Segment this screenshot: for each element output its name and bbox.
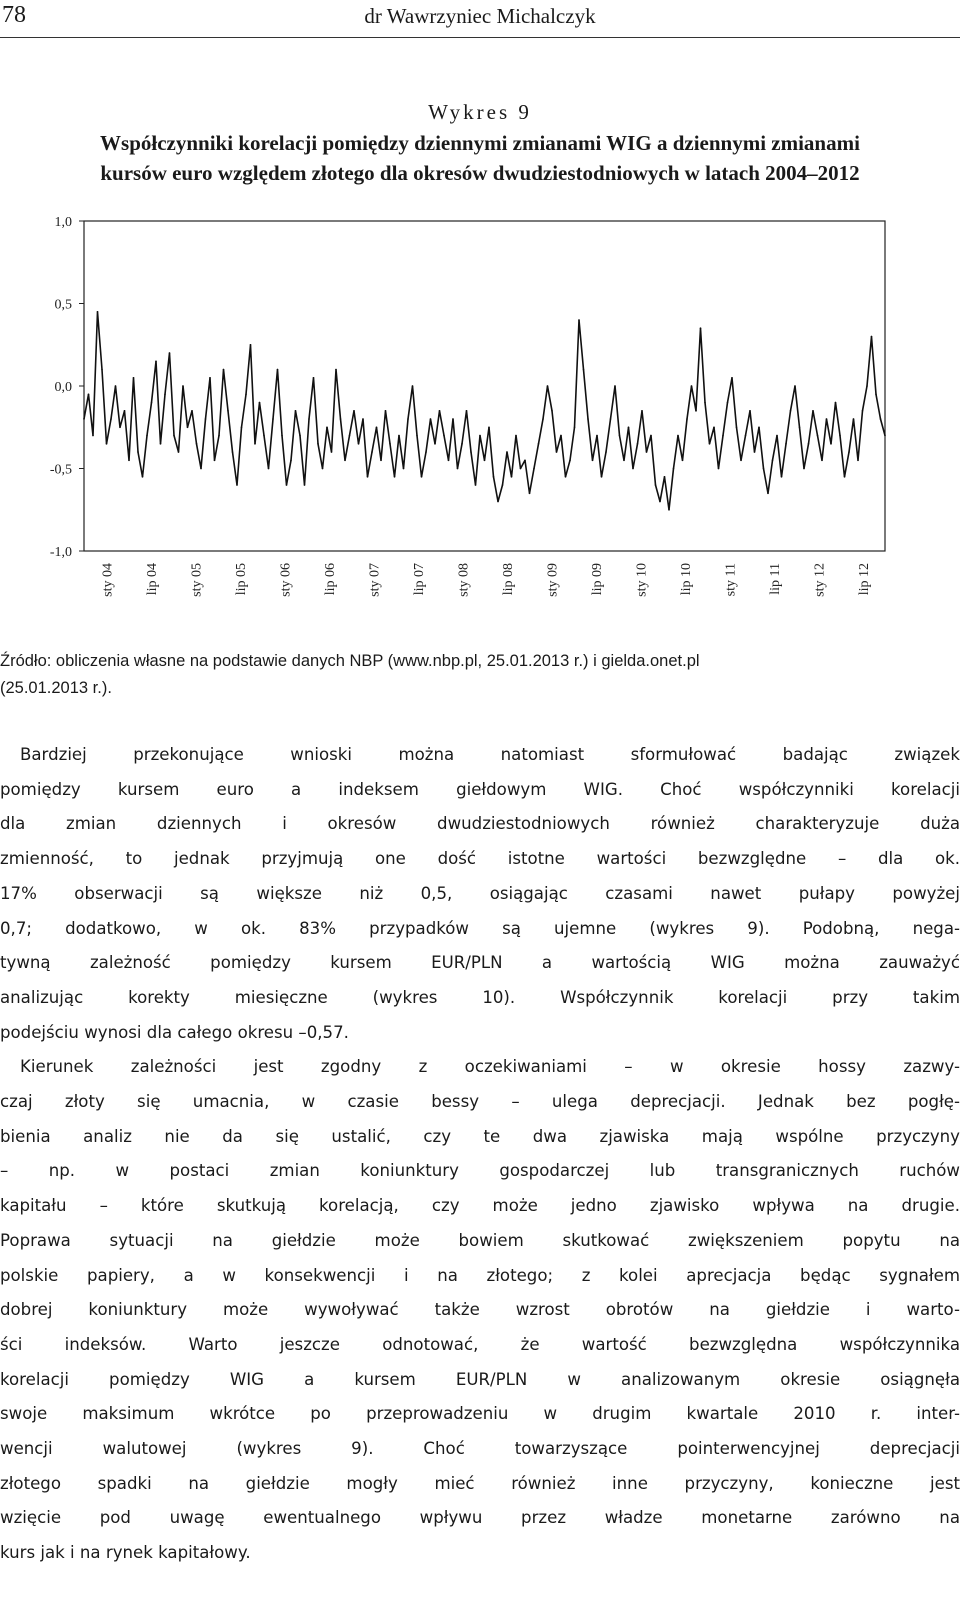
data-point [668,509,670,511]
x-tick-label: lip 12 [856,563,872,596]
data-point [826,418,828,420]
data-point [799,427,801,429]
data-point [317,443,319,445]
data-point [97,311,99,313]
body-line: Bardziej przekonujące wnioski można natomiast sformułować badając związek [20,745,960,764]
data-point [862,410,864,412]
data-point [623,460,625,462]
data-point [214,460,216,462]
data-point [506,451,508,453]
data-point [497,501,499,503]
running-head: dr Wawrzyniec Michalczyk [364,4,596,28]
body-line: Kierunek zależności jest zgodny z oczekiwaniami – w okresie hossy zazwy- [20,1057,960,1077]
data-point [407,418,409,420]
data-point [452,418,454,420]
body-line: pomiędzy kursem euro a indeksem giełdowym WIG. Choć współczynniki korelacji [0,779,960,799]
data-point [515,435,517,437]
data-point [857,460,859,462]
data-point [659,501,661,503]
data-point [880,418,882,420]
data-point [376,427,378,429]
data-point [344,460,346,462]
data-point [394,476,396,478]
data-point [844,476,846,478]
body-line: bienia analiz nie da się ustalić, czy te dwa zjawiska mają wspólne przyczyny [0,1126,960,1146]
body-line: podejściu wynosi dla całego okresu –0,57. [0,1022,349,1042]
data-point [794,385,796,387]
x-tick-label: sty 10 [634,563,650,597]
data-point [448,460,450,462]
data-point [646,451,648,453]
data-point [601,476,603,478]
data-point [380,460,382,462]
data-point [304,484,306,486]
data-point [268,468,270,470]
x-tick-label: sty 08 [456,563,472,597]
data-point [434,443,436,445]
data-point [479,435,481,437]
data-point [250,344,252,346]
data-point [200,468,202,470]
data-point [749,410,751,412]
data-point [443,435,445,437]
data-point [695,410,697,412]
y-axis [50,215,84,560]
x-tick-label: sty 09 [545,563,561,597]
body-line: analizując korekty miesięczne (wykres 10). Współczynnik korelacji przy takim [0,987,960,1007]
data-point [610,418,612,420]
body-line: czaj złoty się umacnia, w czasie bessy – ulega deprecjacji. Jednak bez pogłę- [0,1092,960,1112]
data-point [281,435,283,437]
page-header [0,0,960,42]
data-point [155,361,157,363]
data-point [551,410,553,412]
data-point [641,410,643,412]
data-point [137,451,139,453]
data-point [830,443,832,445]
data-point [619,435,621,437]
data-point [146,435,148,437]
data-point [331,451,333,453]
data-point [349,435,351,437]
data-point [299,435,301,437]
x-tick-label: lip 11 [767,563,783,595]
body-line: kurs jak i na rynek kapitałowy. [0,1543,251,1563]
data-point [322,468,324,470]
x-tick-label: lip 04 [144,563,160,596]
data-point [493,476,495,478]
data-point [362,418,364,420]
body-line: dobrej koniunktury może wywoływać także wzrost obrotów na giełdzie i warto- [0,1300,960,1320]
data-point [488,427,490,429]
data-point [340,418,342,420]
data-point [353,410,355,412]
data-point [655,484,657,486]
data-point [241,427,243,429]
data-point [817,435,819,437]
data-point [547,385,549,387]
body-line: polskie papiery, a w konsekwencji i na złotego; z kolei aprecjacja będąc sygnałem [0,1265,960,1285]
x-tick-label: sty 11 [723,563,739,597]
figure-caption [28,128,932,188]
data-point [569,460,571,462]
data-point [119,427,121,429]
data-point [326,427,328,429]
y-tick-label: 0,5 [54,297,72,313]
data-point [848,451,850,453]
body-line: 0,7; dodatkowo, w ok. 83% przypadków są ujemne (wykres 9). Podobną, nega- [0,918,960,938]
data-point [335,369,337,371]
figure-label: Wykres 9 [428,100,532,124]
data-point [83,418,85,420]
data-point [574,427,576,429]
x-tick-label: lip 08 [500,563,516,596]
data-point [673,468,675,470]
data-point [781,476,783,478]
data-point [263,435,265,437]
data-point [398,435,400,437]
data-point [101,369,103,371]
data-point [92,435,94,437]
data-point [790,410,792,412]
data-point [686,418,688,420]
caption-line-1: Współczynniki korelacji pomiędzy dziennymi zmianami WIG a dziennymi zmianami [100,131,860,155]
x-tick-label: sty 07 [367,563,383,597]
data-point [160,443,162,445]
data-point [475,484,477,486]
data-point [700,327,702,329]
y-tick-label: 1,0 [54,215,72,230]
data-point [466,410,468,412]
data-point [803,468,805,470]
caption-line-2: kursów euro względem złotego dla okresów dwudziestodniowych w latach 2004–2012 [100,161,860,185]
data-point [196,443,198,445]
x-tick-label: lip 05 [233,563,249,596]
data-point [173,435,175,437]
x-tick-label: sty 12 [812,563,828,597]
data-point [286,484,288,486]
data-point [416,435,418,437]
data-point [529,493,531,495]
x-tick-label: lip 10 [678,563,694,596]
data-point [853,418,855,420]
body-line: swoje maksimum wkrótce po przeprowadzeniu w drugim kwartale 2010 r. inter- [0,1404,960,1424]
data-point [542,418,544,420]
data-point [169,352,171,354]
data-point [524,460,526,462]
body-line: korelacji pomiędzy WIG a kursem EUR/PLN w analizowanym okresie osiągnęła [0,1369,960,1389]
data-point [385,410,387,412]
data-point [425,451,427,453]
data-point [110,418,112,420]
data-point [596,435,598,437]
data-point [272,418,274,420]
data-point [776,435,778,437]
body-line: Poprawa sytuacji na giełdzie może bowiem skutkować zwiększeniem popytu na [0,1230,960,1250]
data-point [866,385,868,387]
data-point [560,435,562,437]
y-tick-label: 0,0 [54,380,72,395]
data-point [709,443,711,445]
data-point [875,394,877,396]
data-point [191,410,193,412]
data-point [677,435,679,437]
page-number: 78 [2,2,26,28]
data-point [313,377,315,379]
data-point [808,443,810,445]
body-line: – np. w postaci zmian koniunktury gospodarczej lub transgranicznych ruchów [0,1161,960,1181]
data-point [151,402,153,404]
data-point [821,460,823,462]
data-point [308,418,310,420]
data-point [245,394,247,396]
data-point [520,468,522,470]
data-point [164,394,166,396]
data-point [133,377,135,379]
data-point [587,418,589,420]
data-point [740,460,742,462]
source-line-2: (25.01.2013 r.). [0,679,112,697]
data-point [767,493,769,495]
data-point [209,377,211,379]
data-point [511,476,513,478]
data-point [128,460,130,462]
body-line: dla zmian dziennych i okresów dwudziestodniowych również charakteryzuje duża [0,814,960,834]
data-point [178,451,180,453]
data-point [389,443,391,445]
data-point [614,385,616,387]
data-point [871,336,873,338]
data-point [124,410,126,412]
data-point [628,427,630,429]
data-point [718,468,720,470]
data-point [412,385,414,387]
data-point [727,402,729,404]
body-line: 17% obserwacji są większe niż 0,5, osiągając czasami nawet pułapy powyżej [0,883,960,903]
x-tick-label: lip 09 [589,563,605,596]
data-point [142,476,144,478]
data-point [232,451,234,453]
body-line: zmienność, to jednak przyjmują one dość istotne wartości bezwzględne – dla ok. [0,849,960,869]
body-line: wencji walutowej (wykres 9). Choć towarzyszące pointerwencyjnej deprecjacji [0,1439,960,1459]
x-tick-label: sty 05 [189,563,205,597]
data-point [731,377,733,379]
data-point [632,468,634,470]
data-point [371,451,373,453]
series-layer [83,311,886,511]
data-point [218,435,220,437]
data-point [745,435,747,437]
data-point [605,451,607,453]
data-point [650,435,652,437]
data-point [835,402,837,404]
data-point [583,369,585,371]
data-point [187,427,189,429]
plot-area-frame [84,221,885,551]
data-point [502,484,504,486]
data-point [457,468,459,470]
body-line: złotego spadki na giełdzie mogły mieć również inne przyczyny, konieczne jest [0,1473,960,1493]
body-line: wzięcie pod uwagę ewentualnego wpływu przez władze monetarne zarówno na [0,1508,960,1528]
data-point [205,418,207,420]
data-point [295,410,297,412]
source-line-1: Źródło: obliczenia własne na podstawie danych NBP (www.nbp.pl, 25.01.2013 r.) i gielda.onet.pl [0,652,700,670]
figure-source [0,648,960,702]
correlation-chart [0,200,960,620]
data-point [290,460,292,462]
body-line: ści indeksów. Warto jeszcze odnotować, że wartość bezwzględna współczynnika [0,1334,960,1354]
data-point [556,451,558,453]
data-point [358,443,360,445]
data-point [763,468,765,470]
data-point [421,476,423,478]
data-point [182,385,184,387]
data-point [403,468,405,470]
data-point [533,468,535,470]
data-point [367,476,369,478]
data-point [785,443,787,445]
data-point [592,460,594,462]
data-point [461,443,463,445]
data-point [772,460,774,462]
data-point [236,484,238,486]
data-point [736,427,738,429]
data-point [664,476,666,478]
data-point [722,435,724,437]
data-point [88,394,90,396]
data-point [704,402,706,404]
data-point [812,410,814,412]
series-line [84,312,885,510]
data-point [691,385,693,387]
data-point [259,402,261,404]
data-point [254,443,256,445]
data-point [578,319,580,321]
body-line: kapitału – które skutkują korelacją, czy może jedno zjawisko wpływa na drugie. [0,1196,960,1216]
header-rule [0,37,960,38]
body-text [0,738,960,1571]
data-point [106,443,108,445]
data-point [565,476,567,478]
data-point [538,443,540,445]
data-point [637,443,639,445]
body-line: tywną zależność pomiędzy kursem EUR/PLN a wartością WIG można zauważyć [0,953,960,973]
data-point [713,427,715,429]
x-tick-label: lip 06 [322,563,338,596]
data-point [115,385,117,387]
data-point [682,460,684,462]
data-point [223,369,225,371]
data-point [439,410,441,412]
data-point [484,460,486,462]
data-point [227,410,229,412]
y-tick-label: -0,5 [49,462,72,478]
data-point [839,435,841,437]
data-point [754,451,756,453]
x-axis [100,563,872,597]
x-tick-label: sty 06 [278,563,294,597]
x-tick-label: lip 07 [411,563,427,596]
x-tick-label: sty 04 [100,563,116,597]
data-point [758,427,760,429]
y-tick-label: -1,0 [49,545,72,560]
data-point [884,435,886,437]
data-point [470,451,472,453]
data-point [277,369,279,371]
data-point [430,418,432,420]
